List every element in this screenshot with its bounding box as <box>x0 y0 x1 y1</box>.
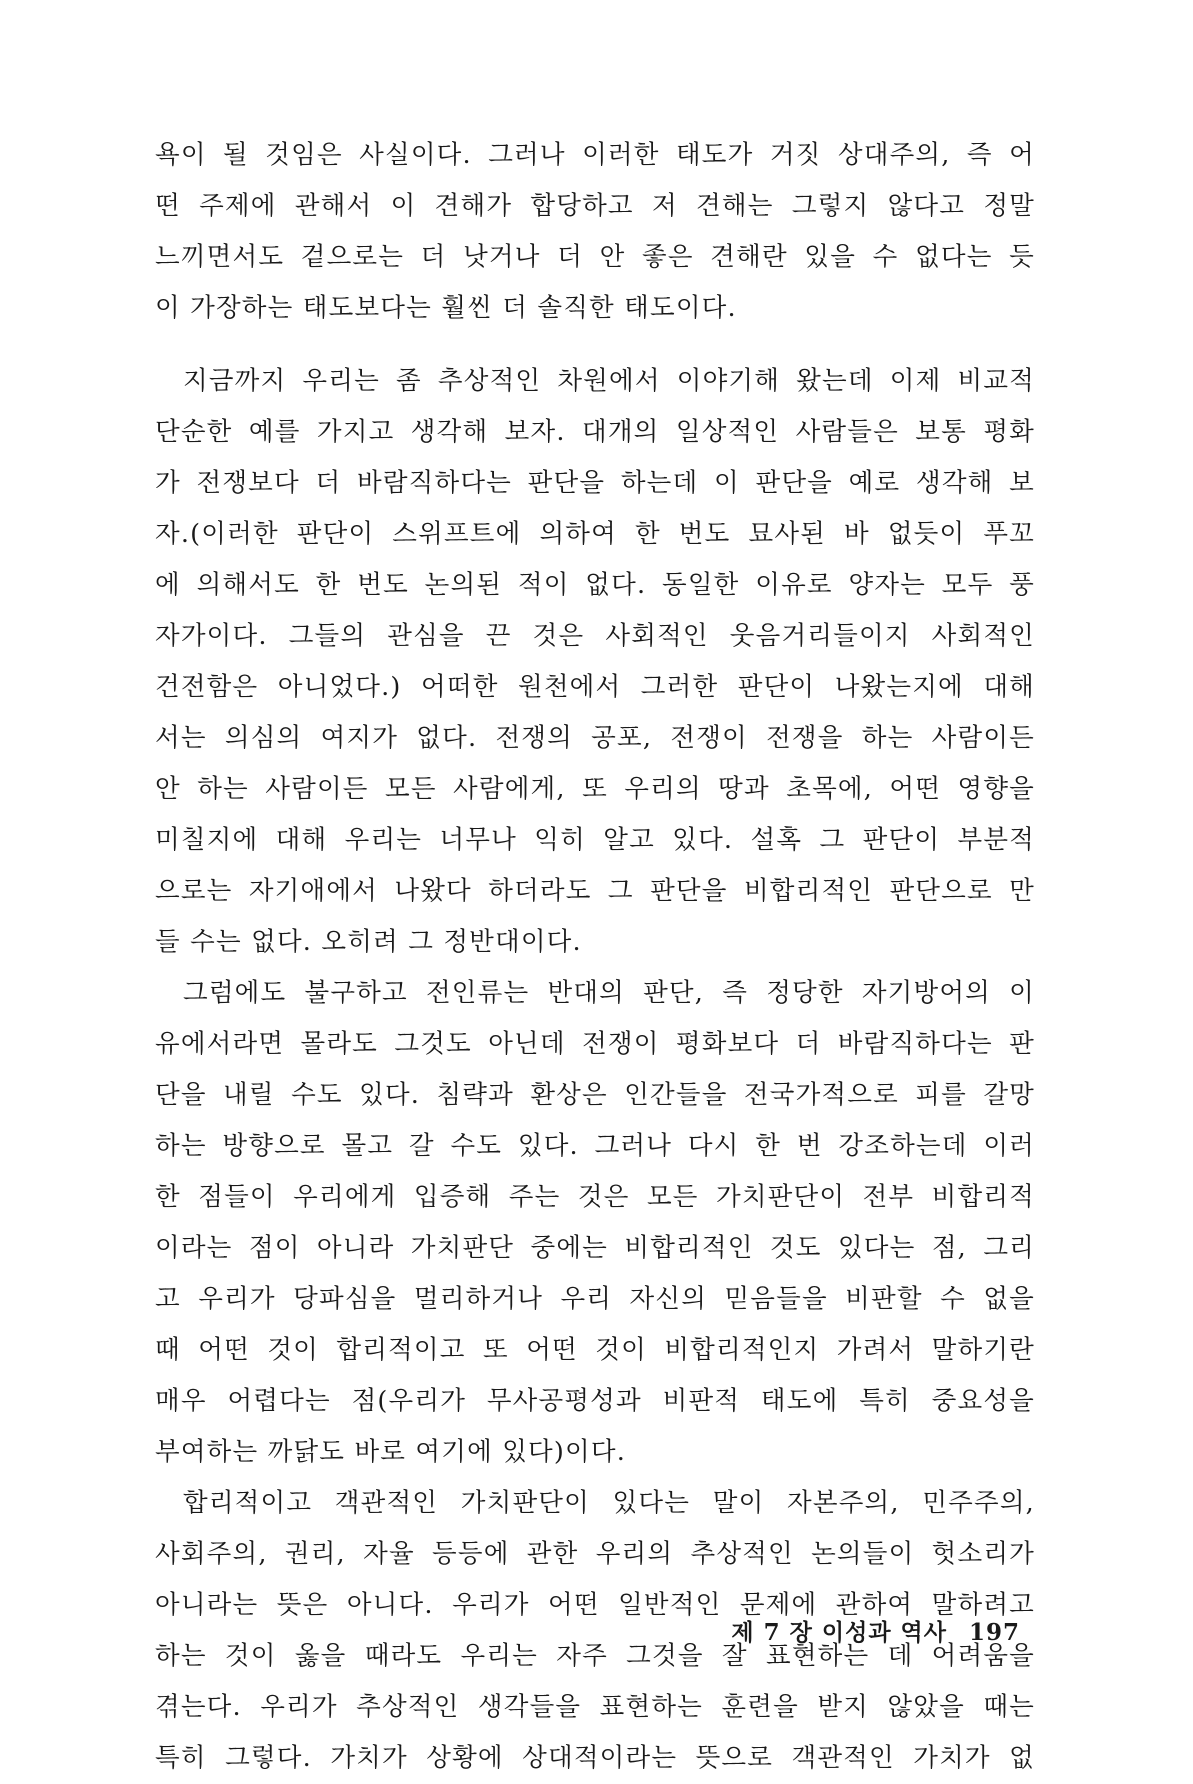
text-line: 욕이 될 것임은 사실이다. 그러나 이러한 태도가 거짓 상대주의, 즉 어 <box>155 140 1035 170</box>
text-line: 매우 어렵다는 점(우리가 무사공평성과 비판적 태도에 특히 중요성을 <box>155 1386 1035 1416</box>
text-line: 하는 방향으로 몰고 갈 수도 있다. 그러나 다시 한 번 강조하는데 이러 <box>155 1131 1035 1161</box>
text-line: 미칠지에 대해 우리는 너무나 익히 알고 있다. 설혹 그 판단이 부분적 <box>155 825 1035 855</box>
text-line: 하는 것이 옳을 때라도 우리는 자주 그것을 잘 표현하는 데 어려움을 <box>155 1641 1035 1671</box>
text-line: 느끼면서도 겉으로는 더 낫거나 더 안 좋은 견해란 있을 수 없다는 듯 <box>155 242 1035 272</box>
text-line: 유에서라면 몰라도 그것도 아닌데 전쟁이 평화보다 더 바람직하다는 판 <box>155 1029 1035 1059</box>
text-line: 자.(이러한 판단이 스위프트에 의하여 한 번도 묘사된 바 없듯이 푸꼬 <box>155 519 1035 549</box>
text-line: 때 어떤 것이 합리적이고 또 어떤 것이 비합리적인지 가려서 말하기란 <box>155 1335 1035 1365</box>
text-line: 건전함은 아니었다.) 어떠한 원천에서 그러한 판단이 나왔는지에 대해 <box>155 672 1035 702</box>
running-header-chapter: 제 7 장 이성과 역사 <box>731 1619 947 1646</box>
text-line: 이 가장하는 태도보다는 훨씬 더 솔직한 태도이다. <box>155 293 737 323</box>
text-line: 합리적이고 객관적인 가치판단이 있다는 말이 자본주의, 민주주의, <box>183 1488 1035 1518</box>
text-line: 겪는다. 우리가 추상적인 생각들을 표현하는 훈련을 받지 않았을 때는 <box>155 1692 1035 1722</box>
text-line: 가 전쟁보다 더 바람직하다는 판단을 하는데 이 판단을 예로 생각해 보 <box>155 468 1035 498</box>
text-line: 부여하는 까닭도 바로 여기에 있다)이다. <box>155 1437 627 1467</box>
page-footer <box>700 1613 1020 1653</box>
text-line: 으로는 자기애에서 나왔다 하더라도 그 판단을 비합리적인 판단으로 만 <box>155 876 1035 906</box>
text-line: 에 의해서도 한 번도 논의된 적이 없다. 동일한 이유로 양자는 모두 풍 <box>155 570 1035 600</box>
paragraph <box>155 356 1035 968</box>
text-line: 떤 주제에 관해서 이 견해가 합당하고 저 견해는 그렇지 않다고 정말 <box>155 191 1035 221</box>
page-number: 197 <box>968 1619 1020 1646</box>
text-line: 자가이다. 그들의 관심을 끈 것은 사회적인 웃음거리들이지 사회적인 <box>155 621 1035 651</box>
text-line: 그럼에도 불구하고 전인류는 반대의 판단, 즉 정당한 자기방어의 이 <box>183 978 1035 1008</box>
paragraph-gap <box>155 334 1035 356</box>
text-line: 지금까지 우리는 좀 추상적인 차원에서 이야기해 왔는데 이제 비교적 <box>183 366 1035 396</box>
text-line: 이라는 점이 아니라 가치판단 중에는 비합리적인 것도 있다는 점, 그리 <box>155 1233 1035 1263</box>
text-line: 아니라는 뜻은 아니다. 우리가 어떤 일반적인 문제에 관하여 말하려고 <box>155 1590 1035 1620</box>
text-line: 한 점들이 우리에게 입증해 주는 것은 모든 가치판단이 전부 비합리적 <box>155 1182 1035 1212</box>
text-line: 서는 의심의 여지가 없다. 전쟁의 공포, 전쟁이 전쟁을 하는 사람이든 <box>155 723 1035 753</box>
paragraph <box>155 130 1035 334</box>
text-line: 특히 그렇다. 가치가 상황에 상대적이라는 뜻으로 객관적인 가치가 없 <box>155 1743 1035 1773</box>
paragraph <box>155 968 1035 1478</box>
text-line: 안 하는 사람이든 모든 사람에게, 또 우리의 땅과 초목에, 어떤 영향을 <box>155 774 1035 804</box>
text-line: 들 수는 없다. 오히려 그 정반대이다. <box>155 927 582 957</box>
text-line: 단순한 예를 가지고 생각해 보자. 대개의 일상적인 사람들은 보통 평화 <box>155 417 1035 447</box>
body-text <box>155 130 1035 1784</box>
text-line: 단을 내릴 수도 있다. 침략과 환상은 인간들을 전국가적으로 피를 갈망 <box>155 1080 1035 1110</box>
text-line: 사회주의, 권리, 자율 등등에 관한 우리의 추상적인 논의들이 헛소리가 <box>155 1539 1035 1569</box>
text-line: 고 우리가 당파심을 멀리하거나 우리 자신의 믿음들을 비판할 수 없을 <box>155 1284 1035 1314</box>
